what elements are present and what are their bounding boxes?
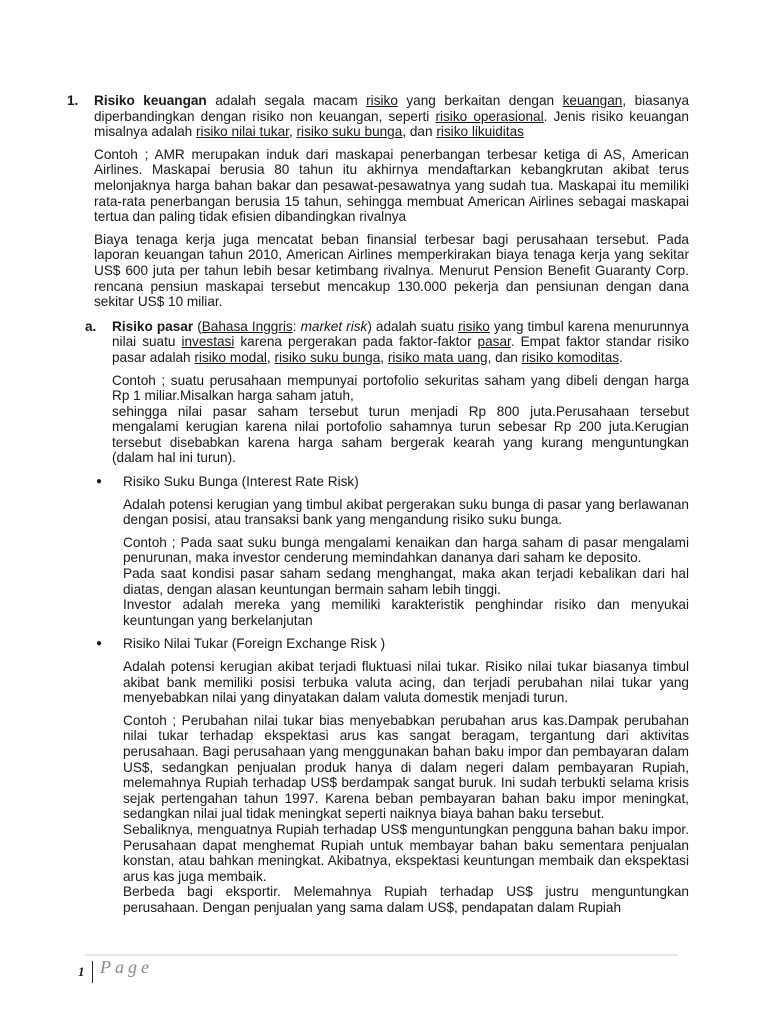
section-risiko-keuangan: [67, 93, 689, 916]
text-run: :: [292, 318, 301, 334]
bullet-icon: ●: [96, 638, 103, 650]
paragraph: Investor adalah mereka yang memiliki karakteristik penghindar risiko dan menyukai keuntungan yang berkelanjutan: [123, 597, 689, 628]
hyperlink[interactable]: keuangan: [562, 93, 623, 108]
subsection-body: [112, 319, 689, 466]
text-run: (: [193, 318, 202, 334]
text-run: , biasanya diperbandingkan dengan risiko non keuangan, seperti: [94, 93, 690, 124]
page-label: Page: [100, 957, 153, 977]
paragraph: [94, 147, 689, 225]
paragraph: Contoh ; Pada saat suku bunga mengalami kenaikan dan harga saham di pasar mengalami penurunan, maka investor cenderung memindahkan dananya dari saham ke deposito.: [123, 534, 689, 566]
text-run: Contoh ; AMR merupakan induk dari maskapai penerbangan terbesar ketiga di AS, American Airlines. Maskapai berusia 80 tahun itu akhirnya mendaftarkan kebangkrutan akibat terus melonjaknya harga bahan bakar dan pesawat-pesawatnya yang sudah tua. Maskapai itu memiliki rata-rata penerbangan berusia 15 tahun, sehingga membuat American Airlines sebagai maskapai tertua dan paling tidak efisien dibandingkan rivalnya: [94, 146, 689, 225]
text-run: Biaya tenaga kerja juga mencatat beban finansial terbesar bagi perusahaan tersebut. Pada laporan keuangan tahun 2010, American Airlines memperkirakan biaya tenaga kerja yang sekitar US$ 600 juta per tahun lebih besar ketimbang rivalnya. Menurut Pension Benefit Guaranty Corp. rencana pensiun maskapai tersebut mencakup 130.000 pekerja dan pensiunan dengan dana sekitar US$ 10 miliar.: [94, 231, 689, 310]
paragraph: Pada saat kondisi pasar saham sedang menghangat, maka akan terjadi kebalikan dari hal diatas, dengan alasan keuntungan bermain saham lebih tinggi.: [123, 566, 689, 597]
section-body: [94, 93, 689, 310]
text-run: ,: [266, 349, 275, 365]
text-run: , dan: [402, 124, 437, 140]
term-bold: Risiko keuangan: [94, 93, 207, 108]
bullet-body: [123, 497, 689, 629]
bullet-icon: ●: [96, 476, 103, 488]
paragraph: Adalah potensi kerugian akibat terjadi fluktuasi nilai tukar. Risiko nilai tukar biasanya timbul akibat bank memiliki posisi terbuka valuta acing, dan terjadi perubahan nilai tukar yang menyebabkan nilai yang dinyatakan dalam valuta domestik menjadi turun.: [123, 659, 689, 706]
text-run: yang berkaitan dengan: [397, 93, 563, 108]
text-run: market risk: [300, 318, 368, 334]
hyperlink[interactable]: risiko modal: [194, 349, 267, 365]
text-run: ,: [288, 124, 297, 140]
bullet-body: [123, 659, 689, 916]
text-run: . Jenis risiko keuangan misalnya adalah: [94, 108, 689, 140]
hyperlink[interactable]: Bahasa Inggris: [201, 318, 293, 334]
paragraph: [112, 404, 689, 466]
hyperlink[interactable]: risiko: [366, 93, 398, 108]
text-run: ,: [380, 349, 388, 365]
text-run: adalah segala macam: [206, 93, 367, 108]
text-run: yang timbul karena menurunnya nilai suatu: [112, 318, 689, 350]
paragraph: Contoh ; Perubahan nilai tukar bias menyebabkan perubahan arus kas.Dampak perubahan nilai tukar terhadap ekspektasi arus kas sangat beragam, tergantung dari aktivitas perusahaan. Bagi perusahaan yang menggunakan bahan baku impor dan pembayaran dalam US$, sedangkan penjualan produk hanya di dalam negeri dalam pembayaran Rupiah, melemahnya Rupiah terhadap US$ berdampak sangat buruk. Ini sudah terbukti selama krisis sejak pertengahan tahun 1997. Karena beban pembayaran bahan baku impor meningkat, sedangkan nilai jual tidak meningkat seperti naiknya biaya bahan baku tersebut.: [123, 712, 689, 822]
paragraph: [94, 232, 689, 310]
paragraph: [94, 93, 689, 140]
paragraph: [112, 373, 689, 404]
paragraph: Berbeda bagi eksportir. Melemahnya Rupiah terhadap US$ justru menguntungkan perusahaan. Dengan penjualan yang sama dalam US$, pendapatan dalam Rupiah: [123, 884, 689, 915]
page-footer: [78, 954, 678, 979]
text-run: sehingga nilai pasar saham tersebut turun menjadi Rp 800 juta.Perusahaan tersebut mengalami kerugian karena nilai portofolio sahamnya turun sebesar Rp 200 juta.Kerugian tersebut disebabkan karena harga saham bergerak kearah yang kurang menguntungkan (dalam hal ini turun).: [112, 403, 689, 466]
footer-divider: [92, 961, 93, 983]
hyperlink[interactable]: pasar: [477, 334, 511, 350]
term-bold: Risiko pasar: [112, 318, 194, 334]
bullet-item: [96, 636, 689, 652]
hyperlink[interactable]: risiko likuiditas: [436, 124, 524, 140]
text-run: ) adalah suatu: [367, 318, 459, 334]
hyperlink[interactable]: risiko: [458, 318, 490, 334]
hyperlink[interactable]: risiko nilai tukar: [196, 124, 289, 140]
hyperlink[interactable]: risiko suku bunga: [274, 349, 381, 365]
hyperlink[interactable]: risiko operasional: [435, 108, 544, 124]
text-run: Contoh ; suatu perusahaan mempunyai portofolio sekuritas saham yang dibeli dengan harga Rp 1 miliar.Misalkan harga saham jatuh,: [112, 372, 689, 404]
subsection-risiko-pasar: [85, 319, 689, 916]
text-run: , dan: [487, 349, 522, 365]
subsection-label: a.: [85, 318, 97, 334]
bullet-title: Risiko Suku Bunga (Interest Rate Risk): [123, 474, 359, 490]
paragraph: [112, 319, 689, 366]
paragraph: Sebaliknya, menguatnya Rupiah terhadap US$ menguntungkan pengguna bahan baku impor. Perusahaan dapat menghemat Rupiah untuk membayar bahan baku sementara penjualan konstan, atau bahkan meningkat. Akibatnya, ekspektasi keuntungan membaik dan ekspektasi arus kas juga membaik.: [123, 821, 689, 884]
list-number: 1.: [67, 93, 79, 108]
page-number: 1: [78, 964, 85, 979]
bullet-item: [96, 474, 689, 490]
text-run: . Empat faktor standar risiko pasar adalah: [112, 334, 689, 365]
text-run: .: [619, 349, 623, 365]
bullet-title: Risiko Nilai Tukar (Foreign Exchange Risk ): [123, 636, 386, 652]
hyperlink[interactable]: investasi: [181, 334, 235, 350]
hyperlink[interactable]: risiko mata uang: [387, 349, 488, 365]
bullet-list: [85, 474, 689, 915]
hyperlink[interactable]: risiko suku bunga: [296, 124, 403, 140]
text-run: karena pergerakan pada faktor-faktor: [234, 334, 478, 350]
paragraph: Adalah potensi kerugian yang timbul akibat pergerakan suku bunga di pasar yang berlawanan dengan posisi, atau transaksi bank yang mengandung risiko suku bunga.: [123, 496, 689, 528]
hyperlink[interactable]: risiko komoditas: [521, 349, 620, 365]
